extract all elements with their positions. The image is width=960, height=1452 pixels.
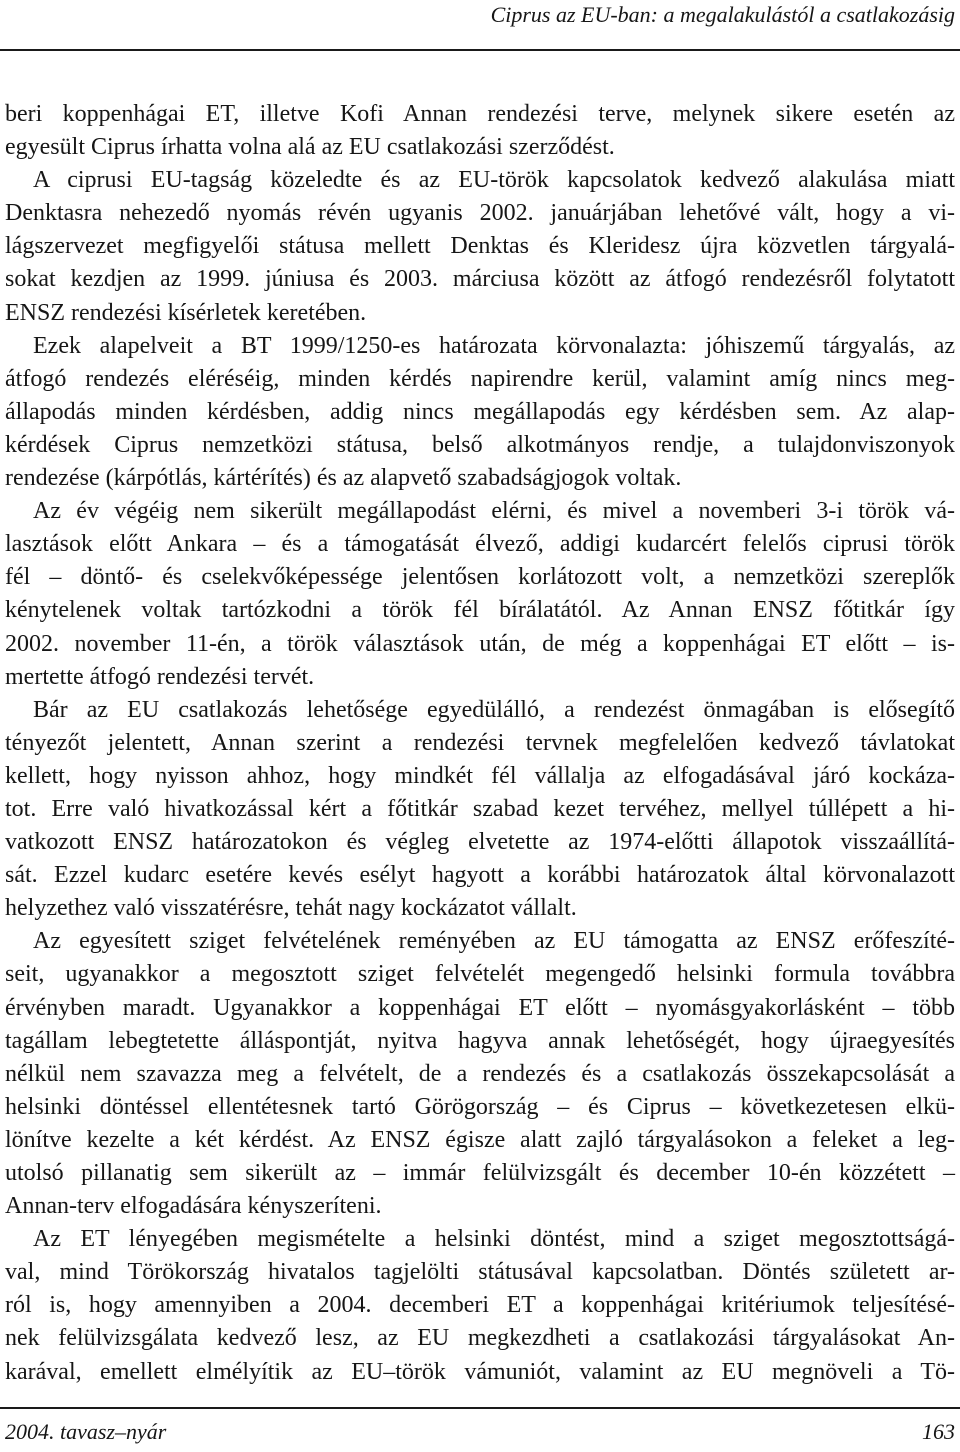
text-line: Denktasra nehezedő nyomás révén ugyanis 2002. januárjában lehetővé vált, hogy a vi- <box>5 200 955 227</box>
text-line: kérdések Ciprus nemzetközi státusa, belső alkotmányos rendje, a tulajdonviszonyok <box>5 431 955 458</box>
text-line: tot. Erre való hivatkozással kért a főtitkár szabad kezet tervéhez, mellyel túllépett a hi- <box>5 795 955 822</box>
running-header-title: Ciprus az EU-ban: a megalakulástól a csatlakozásig <box>490 2 955 27</box>
text-line: vatkozott ENSZ határozatokon és végleg elvetette az 1974-előtti állapotok visszaállítá- <box>5 829 955 856</box>
text-line: lágszervezet megfigyelői státusa mellett Denktas és Kleridesz újra közvetlen tárgyalá- <box>5 233 955 260</box>
paragraph <box>5 330 955 495</box>
text-line: utolsó pillanatig sem sikerült az – immár felülvizsgált és december 10-én közzétett – <box>5 1160 955 1186</box>
text-line: fél – döntő- és cselekvőképessége jelentősen korlátozott volt, a nemzetközi szereplők <box>5 564 955 591</box>
paragraph <box>5 495 955 694</box>
text-line: lönítve kezelte a két kérdést. Az ENSZ égisze alatt zajló tárgyalásokon a feleket a leg- <box>5 1126 955 1153</box>
text-line: érvényben maradt. Ugyanakkor a koppenhágai ET előtt – nyomásgyakorlásként – több <box>5 994 955 1021</box>
text-line: Annan-terv elfogadására kényszeríteni. <box>5 1193 382 1220</box>
text-line: egyesült Ciprus írhatta volna alá az EU csatlakozási szerződést. <box>5 134 615 161</box>
text-line: karával, emellett elmélyítik az EU–török vámuniót, valamint az EU megnöveli a Tö- <box>5 1358 955 1385</box>
text-line: beri koppenhágai ET, illetve Kofi Annan rendezési terve, melynek sikere esetén az <box>5 101 955 127</box>
text-line: tagállam lebegtetette álláspontját, nyitva hagyva annak lehetőségét, hogy újraegyesítés <box>5 1027 955 1054</box>
running-header <box>5 0 955 30</box>
text-line: nélkül nem szavazza meg a felvételt, de a rendezés és a csatlakozás összekapcsolását a <box>5 1060 955 1087</box>
paragraph <box>5 925 955 1223</box>
text-line: Ezek alapelveit a BT 1999/1250-es határozata körvonalazta: jóhiszemű tárgyalás, az <box>33 332 955 359</box>
text-line: A ciprusi EU-tagság közeledte és az EU-török kapcsolatok kedvező alakulása miatt <box>33 167 955 194</box>
text-line: mertette átfogó rendezési tervét. <box>5 663 315 690</box>
article-body <box>5 98 955 1389</box>
text-line: sokat kezdjen az 1999. júniusa és 2003. márciusa között az átfogó rendezésről folytatott <box>5 266 955 293</box>
paragraph <box>5 694 955 926</box>
paragraph-continued <box>5 98 955 164</box>
text-line: Az egyesített sziget felvételének reményében az EU támogatta az ENSZ erőfeszíté- <box>33 928 955 955</box>
text-line: tényezőt jelentett, Annan szerint a rendezési tervnek megfelelően kedvező távlatokat <box>5 729 955 756</box>
running-footer <box>5 1418 955 1446</box>
issue-label: 2004. tavasz–nyár <box>5 1419 167 1444</box>
text-line: Bár az EU csatlakozás lehetősége egyedülálló, a rendezést önmagában is elősegítő <box>33 696 955 723</box>
text-line: ENSZ rendezési kísérletek keretében. <box>5 299 367 326</box>
paragraph-continues <box>5 1223 955 1388</box>
text-line: sát. Ezzel kudarc esetére kevés esélyt hagyott a korábbi határozatok által körvonalazott <box>5 862 955 889</box>
footer-rule <box>0 1407 960 1409</box>
text-line: kellett, hogy nyisson ahhoz, hogy mindkét fél vállalja az elfogadásával járó kockáza- <box>5 762 955 789</box>
text-line: átfogó rendezés eléréséig, minden kérdés napirendre kerül, valamint amíg nincs meg- <box>5 365 955 392</box>
text-line: Az ET lényegében megismételte a helsinki döntést, mind a sziget megosztottságá- <box>33 1226 955 1253</box>
text-line: rendezése (kárpótlás, kártérítés) és az alapvető szabadságjogok voltak. <box>5 465 682 492</box>
text-line: nek felülvizsgálata kedvező lesz, az EU megkezdheti a csatlakozási tárgyalásokat An- <box>5 1325 955 1352</box>
text-line: seit, ugyanakkor a megosztott sziget felvételét megengedő helsinki formula továbbra <box>5 961 955 988</box>
text-line: állapodás minden kérdésben, addig nincs megállapodás egy kérdésben sem. Az alap- <box>5 398 955 425</box>
paragraph <box>5 164 955 329</box>
header-rule <box>0 49 960 51</box>
text-line: helyzethez való visszatérésre, tehát nagy kockázatot vállalt. <box>5 895 577 922</box>
text-line: kénytelenek voltak tartózkodni a török fél bírálatától. Az Annan ENSZ főtitkár így <box>5 597 955 624</box>
text-line: val, mind Törökország hivatalos tagjelölti státusával kapcsolatban. Döntés született ar- <box>5 1259 955 1286</box>
text-line: lasztások előtt Ankara – és a támogatását élvező, addigi kudarcért felelős ciprusi török <box>5 531 955 558</box>
text-line: helsinki döntéssel ellentétesnek tartó Görögország – és Ciprus – következetesen elkü- <box>5 1093 955 1120</box>
text-line: Az év végéig nem sikerült megállapodást elérni, és mivel a novemberi 3-i török vá- <box>33 498 955 525</box>
text-line: 2002. november 11-én, a török választások után, de még a koppenhágai ET előtt – is- <box>5 630 955 657</box>
page-number: 163 <box>922 1419 955 1444</box>
text-line: ról is, hogy amennyiben a 2004. decemberi ET a koppenhágai kritériumok teljesítésé- <box>5 1292 955 1319</box>
